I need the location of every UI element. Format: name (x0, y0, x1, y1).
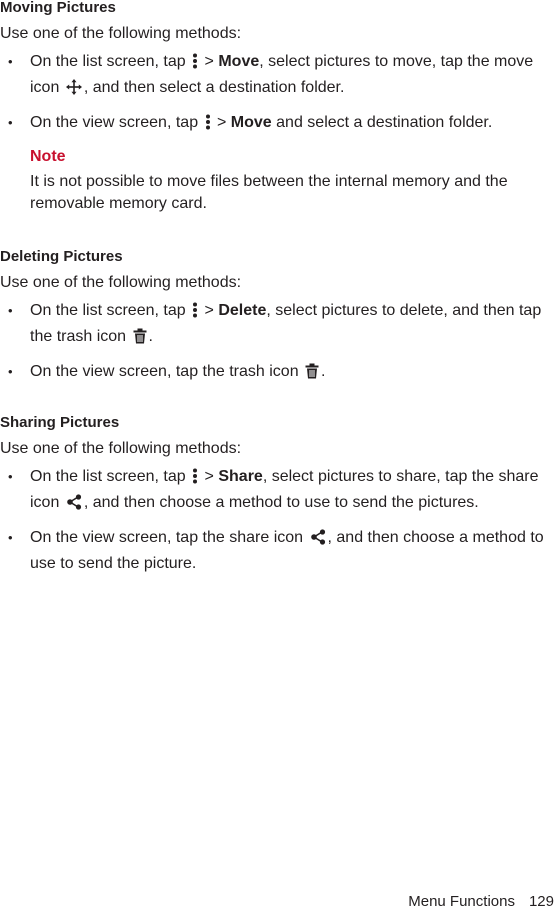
list-item (0, 526, 558, 575)
page-footer (408, 893, 554, 911)
item-text: > (204, 53, 214, 70)
section-sharing-pictures (0, 413, 558, 584)
item-text: > (204, 468, 214, 485)
intro-text: Use one of the following methods: (0, 440, 242, 457)
move-icon (66, 79, 82, 102)
menu-dots-icon (205, 114, 211, 137)
item-text: , and then choose a method to use to send the picture. (30, 529, 544, 572)
item-text: On the view screen, tap the trash icon (30, 363, 299, 380)
item-text: and select a destination folder. (276, 114, 493, 131)
intro-text: Use one of the following methods: (0, 274, 242, 291)
item-text: > (217, 114, 227, 131)
item-text: , select pictures to delete, and then tap the trash icon (30, 302, 542, 345)
item-text: On the list screen, tap (30, 302, 186, 319)
item-text: On the list screen, tap (30, 53, 186, 70)
list-item (0, 111, 558, 137)
menu-option-share: Share (218, 468, 263, 485)
method-list (0, 299, 558, 386)
list-item (0, 299, 558, 351)
list-item (0, 465, 558, 517)
menu-option-move: Move (218, 53, 260, 70)
menu-option-delete: Delete (218, 302, 267, 319)
item-text: On the list screen, tap (30, 468, 186, 485)
menu-option-move: Move (230, 114, 272, 131)
share-icon (310, 529, 326, 552)
method-list (0, 465, 558, 575)
item-text: , select pictures to share, tap the share icon (30, 468, 539, 511)
item-text: . (148, 328, 153, 345)
list-item (0, 360, 558, 386)
method-list (0, 50, 558, 137)
section-deleting-pictures (0, 247, 558, 395)
trash-icon (305, 363, 319, 386)
trash-icon (133, 328, 147, 351)
share-icon (66, 494, 82, 517)
item-text: On the view screen, tap the share icon (30, 529, 304, 546)
section-title: Deleting Pictures (0, 248, 123, 265)
note-block (30, 146, 558, 215)
section-moving-pictures (0, 0, 558, 215)
item-text: , and then choose a method to use to send the pictures. (83, 494, 479, 511)
section-title: Moving Pictures (0, 0, 116, 16)
item-text: . (321, 363, 326, 380)
section-title: Sharing Pictures (0, 414, 120, 431)
footer-section-name: Menu Functions (408, 893, 515, 910)
intro-text: Use one of the following methods: (0, 25, 242, 42)
item-text: , and then select a destination folder. (83, 79, 345, 96)
note-label: Note (30, 148, 66, 165)
menu-dots-icon (192, 53, 198, 76)
page-number: 129 (528, 893, 554, 910)
item-text: > (204, 302, 214, 319)
menu-dots-icon (192, 468, 198, 491)
item-text: On the view screen, tap (30, 114, 199, 131)
note-text: It is not possible to move files between the internal memory and the removable memory card. (30, 173, 508, 212)
menu-dots-icon (192, 302, 198, 325)
item-text: , select pictures to move, tap the move icon (30, 53, 534, 96)
list-item (0, 50, 558, 102)
